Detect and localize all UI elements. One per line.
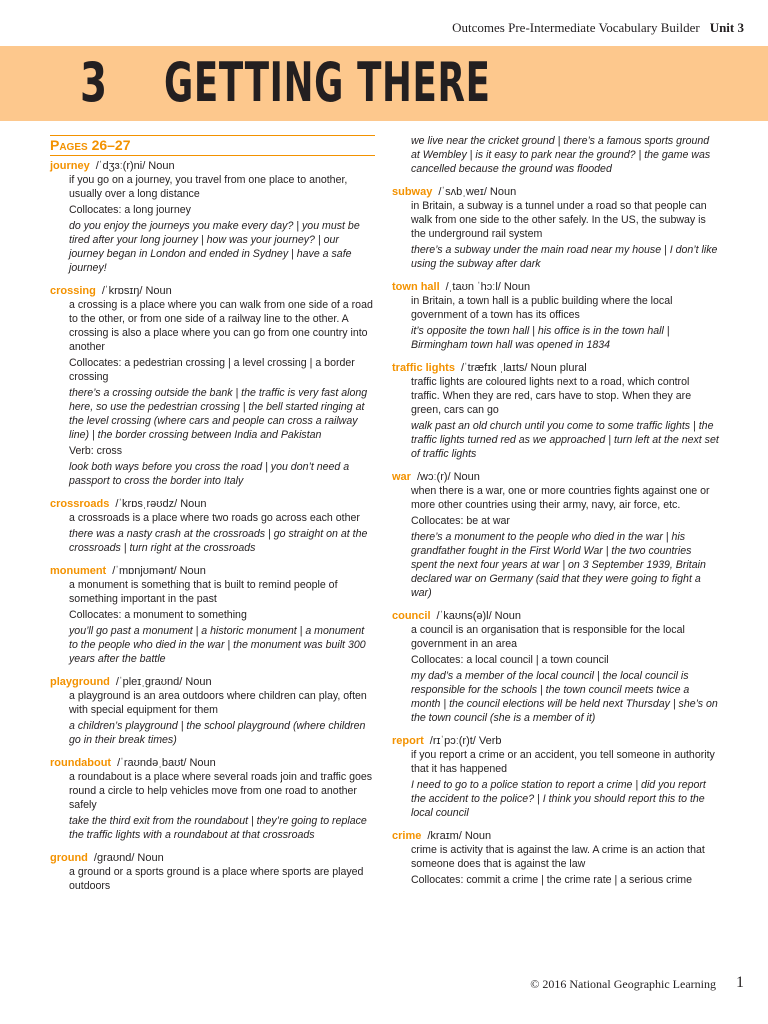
example-sentences: walk past an old church until you come to some traffic lights | the traffic lights turned red as we approached | turn left at the next set of traffic lights bbox=[411, 420, 719, 460]
book-title: Outcomes Pre-Intermediate Vocabulary Builder bbox=[452, 20, 700, 35]
headword: crime bbox=[392, 830, 422, 842]
example-sentences: look both ways before you cross the road | you don’t need a passport to cross the border into Italy bbox=[69, 461, 350, 487]
entry-headline bbox=[392, 609, 720, 623]
pronunciation: /ɡraʊnd/ bbox=[93, 852, 135, 864]
pronunciation: /rɪˈpɔː(r)t/ bbox=[429, 735, 476, 747]
headword: playground bbox=[50, 676, 110, 688]
headword: council bbox=[392, 610, 431, 622]
definition-text: if you go on a journey, you travel from one place to another, usually over a long distance bbox=[69, 174, 348, 200]
example-sentences: there’s a monument to the people who died in the war | his grandfather fought in the First World War | the two countries spent the next four years at war | on 3 September 1939, Britain declared war on Germany (said that they were going to fight a war) bbox=[411, 531, 706, 599]
definition-text: Collocates: commit a crime | the crime rate | a serious crime bbox=[411, 874, 693, 886]
headword: ground bbox=[50, 852, 88, 864]
part-of-speech: Verb bbox=[478, 735, 502, 747]
example-sentences: my dad’s a member of the local council | the local council is responsible for the schools | the town council meets twice a month | the council elections will be held next Thursday | she’s on the town council (she is a member of it) bbox=[411, 670, 718, 724]
definition-text: a council is an organisation that is responsible for the local government in an area bbox=[411, 624, 685, 650]
example-sentences: take the third exit from the roundabout | they’re going to replace the traffic lights with a roundabout at that crossroads bbox=[69, 815, 367, 841]
example-sentences: a children’s playground | the school playground (where children go in their break times) bbox=[69, 720, 366, 746]
pronunciation: /wɔː(r)/ bbox=[416, 471, 451, 483]
definition-text: crime is activity that is against the law. A crime is an action that someone does that is against the law bbox=[411, 844, 705, 870]
continued-examples: we live near the cricket ground | there’s a famous sports ground at Wembley | is it easy to park near the ground? | the game was cancelled because the ground was flooded bbox=[411, 135, 711, 175]
definition-text: in Britain, a town hall is a public building where the local government of a town has its offices bbox=[411, 295, 673, 321]
pronunciation: /ˈkrɒsɪŋ/ bbox=[101, 285, 143, 297]
pronunciation: /ˈtræfɪk ˌlaɪts/ bbox=[460, 362, 528, 374]
part-of-speech: Noun bbox=[489, 186, 517, 198]
part-of-speech: Noun bbox=[148, 160, 175, 172]
pronunciation: /ˈdʒɜː(r)ni/ bbox=[95, 160, 146, 172]
dictionary-entry bbox=[50, 564, 375, 666]
dictionary-entry bbox=[50, 675, 375, 747]
example-sentences: you’ll go past a monument | a historic monument | a monument to the people who died in the war | the monument was built 300 years after the battle bbox=[69, 625, 366, 665]
part-of-speech: Noun bbox=[453, 471, 480, 483]
example-sentences: do you enjoy the journeys you make every day? | you must be tired after your long journey | how was your journey? | our journey began in London and ended in Sydney | have a safe journey! bbox=[69, 220, 360, 274]
entry-headline bbox=[392, 361, 720, 375]
part-of-speech: Noun plural bbox=[530, 362, 587, 374]
part-of-speech: Noun bbox=[179, 565, 206, 577]
dictionary-entry bbox=[50, 497, 375, 555]
unit-number: 3 bbox=[80, 51, 108, 114]
entry-headline bbox=[50, 756, 375, 770]
definition-text: a crossing is a place where you can walk from one side of a road to the other, or from one side of a railway line to the other. A crossing is also a place where you can go from one country into another bbox=[69, 299, 373, 353]
pronunciation: /ˈkaʊns(ə)l/ bbox=[436, 610, 492, 622]
example-sentences: it’s opposite the town hall | his office is in the town hall | Birmingham town hall was opened in 1834 bbox=[411, 325, 670, 351]
dictionary-entry bbox=[50, 756, 375, 842]
part-of-speech: Noun bbox=[137, 852, 164, 864]
dictionary-entry bbox=[392, 609, 720, 725]
headword: town hall bbox=[392, 281, 440, 293]
part-of-speech: Noun bbox=[145, 285, 172, 297]
headword: crossing bbox=[50, 285, 96, 297]
pronunciation: /ˈmɒnjʊmənt/ bbox=[112, 565, 177, 577]
entry-headline bbox=[50, 284, 375, 298]
pronunciation: /ˈraʊndəˌbaʊt/ bbox=[117, 757, 187, 769]
definition-text: a monument is something that is built to remind people of something important in the past bbox=[69, 579, 338, 605]
part-of-speech: Noun bbox=[185, 676, 212, 688]
definition-text: Collocates: a monument to something bbox=[69, 609, 247, 621]
example-sentences: there was a nasty crash at the crossroads | go straight on at the crossroads | turn right at the crossroads bbox=[69, 528, 368, 554]
pronunciation: /ˌtaʊn ˈhɔːl/ bbox=[445, 281, 501, 293]
running-header bbox=[452, 20, 744, 36]
definition-text: in Britain, a subway is a tunnel under a road so that people can walk from one side to the other safely. In the US, the subway is the underground rail system bbox=[411, 200, 707, 240]
part-of-speech: Noun bbox=[464, 830, 492, 842]
dictionary-entry bbox=[50, 159, 375, 275]
headword: crossroads bbox=[50, 498, 110, 510]
dictionary-entry bbox=[392, 280, 720, 352]
dictionary-entry bbox=[392, 734, 720, 820]
right-entries bbox=[392, 185, 720, 887]
headword: journey bbox=[50, 160, 90, 172]
definition-text: a playground is an area outdoors where children can play, often with special equipment for them bbox=[69, 690, 367, 716]
left-entries bbox=[50, 159, 375, 893]
entry-headline bbox=[392, 734, 720, 748]
pages-heading: Pages 26–27 bbox=[50, 135, 375, 156]
unit-title: GETTING THERE bbox=[164, 51, 491, 114]
entry-headline bbox=[392, 829, 720, 843]
dictionary-entry bbox=[392, 829, 720, 887]
page-number: 1 bbox=[736, 974, 744, 991]
left-column bbox=[50, 135, 375, 902]
dictionary-entry bbox=[392, 361, 720, 461]
part-of-speech: Noun bbox=[503, 281, 531, 293]
dictionary-entry bbox=[392, 470, 720, 600]
entry-headline bbox=[50, 851, 375, 865]
unit-banner bbox=[0, 46, 768, 121]
entry-headline bbox=[392, 185, 720, 199]
pronunciation: /kraɪm/ bbox=[427, 830, 462, 842]
copyright-footer: © 2016 National Geographic Learning bbox=[530, 977, 716, 991]
definition-text: Collocates: a pedestrian crossing | a level crossing | a border crossing bbox=[69, 357, 355, 383]
entry-headline bbox=[392, 470, 720, 484]
definition-text: if you report a crime or an accident, you tell someone in authority that it has happened bbox=[411, 749, 715, 775]
entry-headline bbox=[50, 564, 375, 578]
headword: monument bbox=[50, 565, 107, 577]
entry-headline bbox=[392, 280, 720, 294]
pronunciation: /ˈkrɒsˌrəʊdz/ bbox=[115, 498, 178, 510]
dictionary-entry bbox=[50, 284, 375, 488]
definition-text: Collocates: a long journey bbox=[69, 204, 191, 216]
entry-headline bbox=[50, 675, 375, 689]
entry-headline bbox=[50, 159, 375, 173]
definition-text: Collocates: a local council | a town council bbox=[411, 654, 609, 666]
part-of-speech: Noun bbox=[180, 498, 207, 510]
definition-text: a roundabout is a place where several roads join and traffic goes round a circle to help vehicles move from one road to another safely bbox=[69, 771, 373, 811]
unit-label: Unit 3 bbox=[709, 20, 744, 35]
dictionary-entry bbox=[50, 851, 375, 893]
pronunciation: /ˈpleɪˌɡraʊnd/ bbox=[115, 676, 183, 688]
example-sentences: there’s a subway under the main road near my house | I don’t like using the subway after dark bbox=[411, 244, 718, 270]
headword: subway bbox=[392, 186, 433, 198]
pronunciation: /ˈsʌbˌweɪ/ bbox=[438, 186, 487, 198]
definition-text: a crossroads is a place where two roads go across each other bbox=[69, 512, 360, 524]
definition-text: traffic lights are coloured lights next to a road, which control traffic. When they are red, cars have to stop. When they are green, cars can go bbox=[411, 376, 692, 416]
right-column bbox=[392, 134, 720, 896]
part-of-speech: Noun bbox=[189, 757, 216, 769]
headword: roundabout bbox=[50, 757, 112, 769]
dictionary-entry bbox=[392, 185, 720, 271]
example-sentences: I need to go to a police station to report a crime | did you report the accident to the police? | I think you should report this to the local council bbox=[411, 779, 706, 819]
part-of-speech: Noun bbox=[494, 610, 521, 622]
definition-text: a ground or a sports ground is a place where sports are played outdoors bbox=[69, 866, 364, 892]
entry-headline bbox=[50, 497, 375, 511]
definition-text: Collocates: be at war bbox=[411, 515, 510, 527]
example-sentences: there’s a crossing outside the bank | the traffic is very fast along here, so use the pedestrian crossing | the bell started ringing at the level crossing (where cars and people can cross a railway line) | the border crossing between India and Pakistan bbox=[69, 387, 368, 441]
headword: war bbox=[392, 471, 411, 483]
definition-text: Verb: cross bbox=[69, 445, 122, 457]
definition-text: when there is a war, one or more countries fights against one or more other countries using their army, navy, air force, etc. bbox=[411, 485, 710, 511]
headword: traffic lights bbox=[392, 362, 455, 374]
headword: report bbox=[392, 735, 424, 747]
